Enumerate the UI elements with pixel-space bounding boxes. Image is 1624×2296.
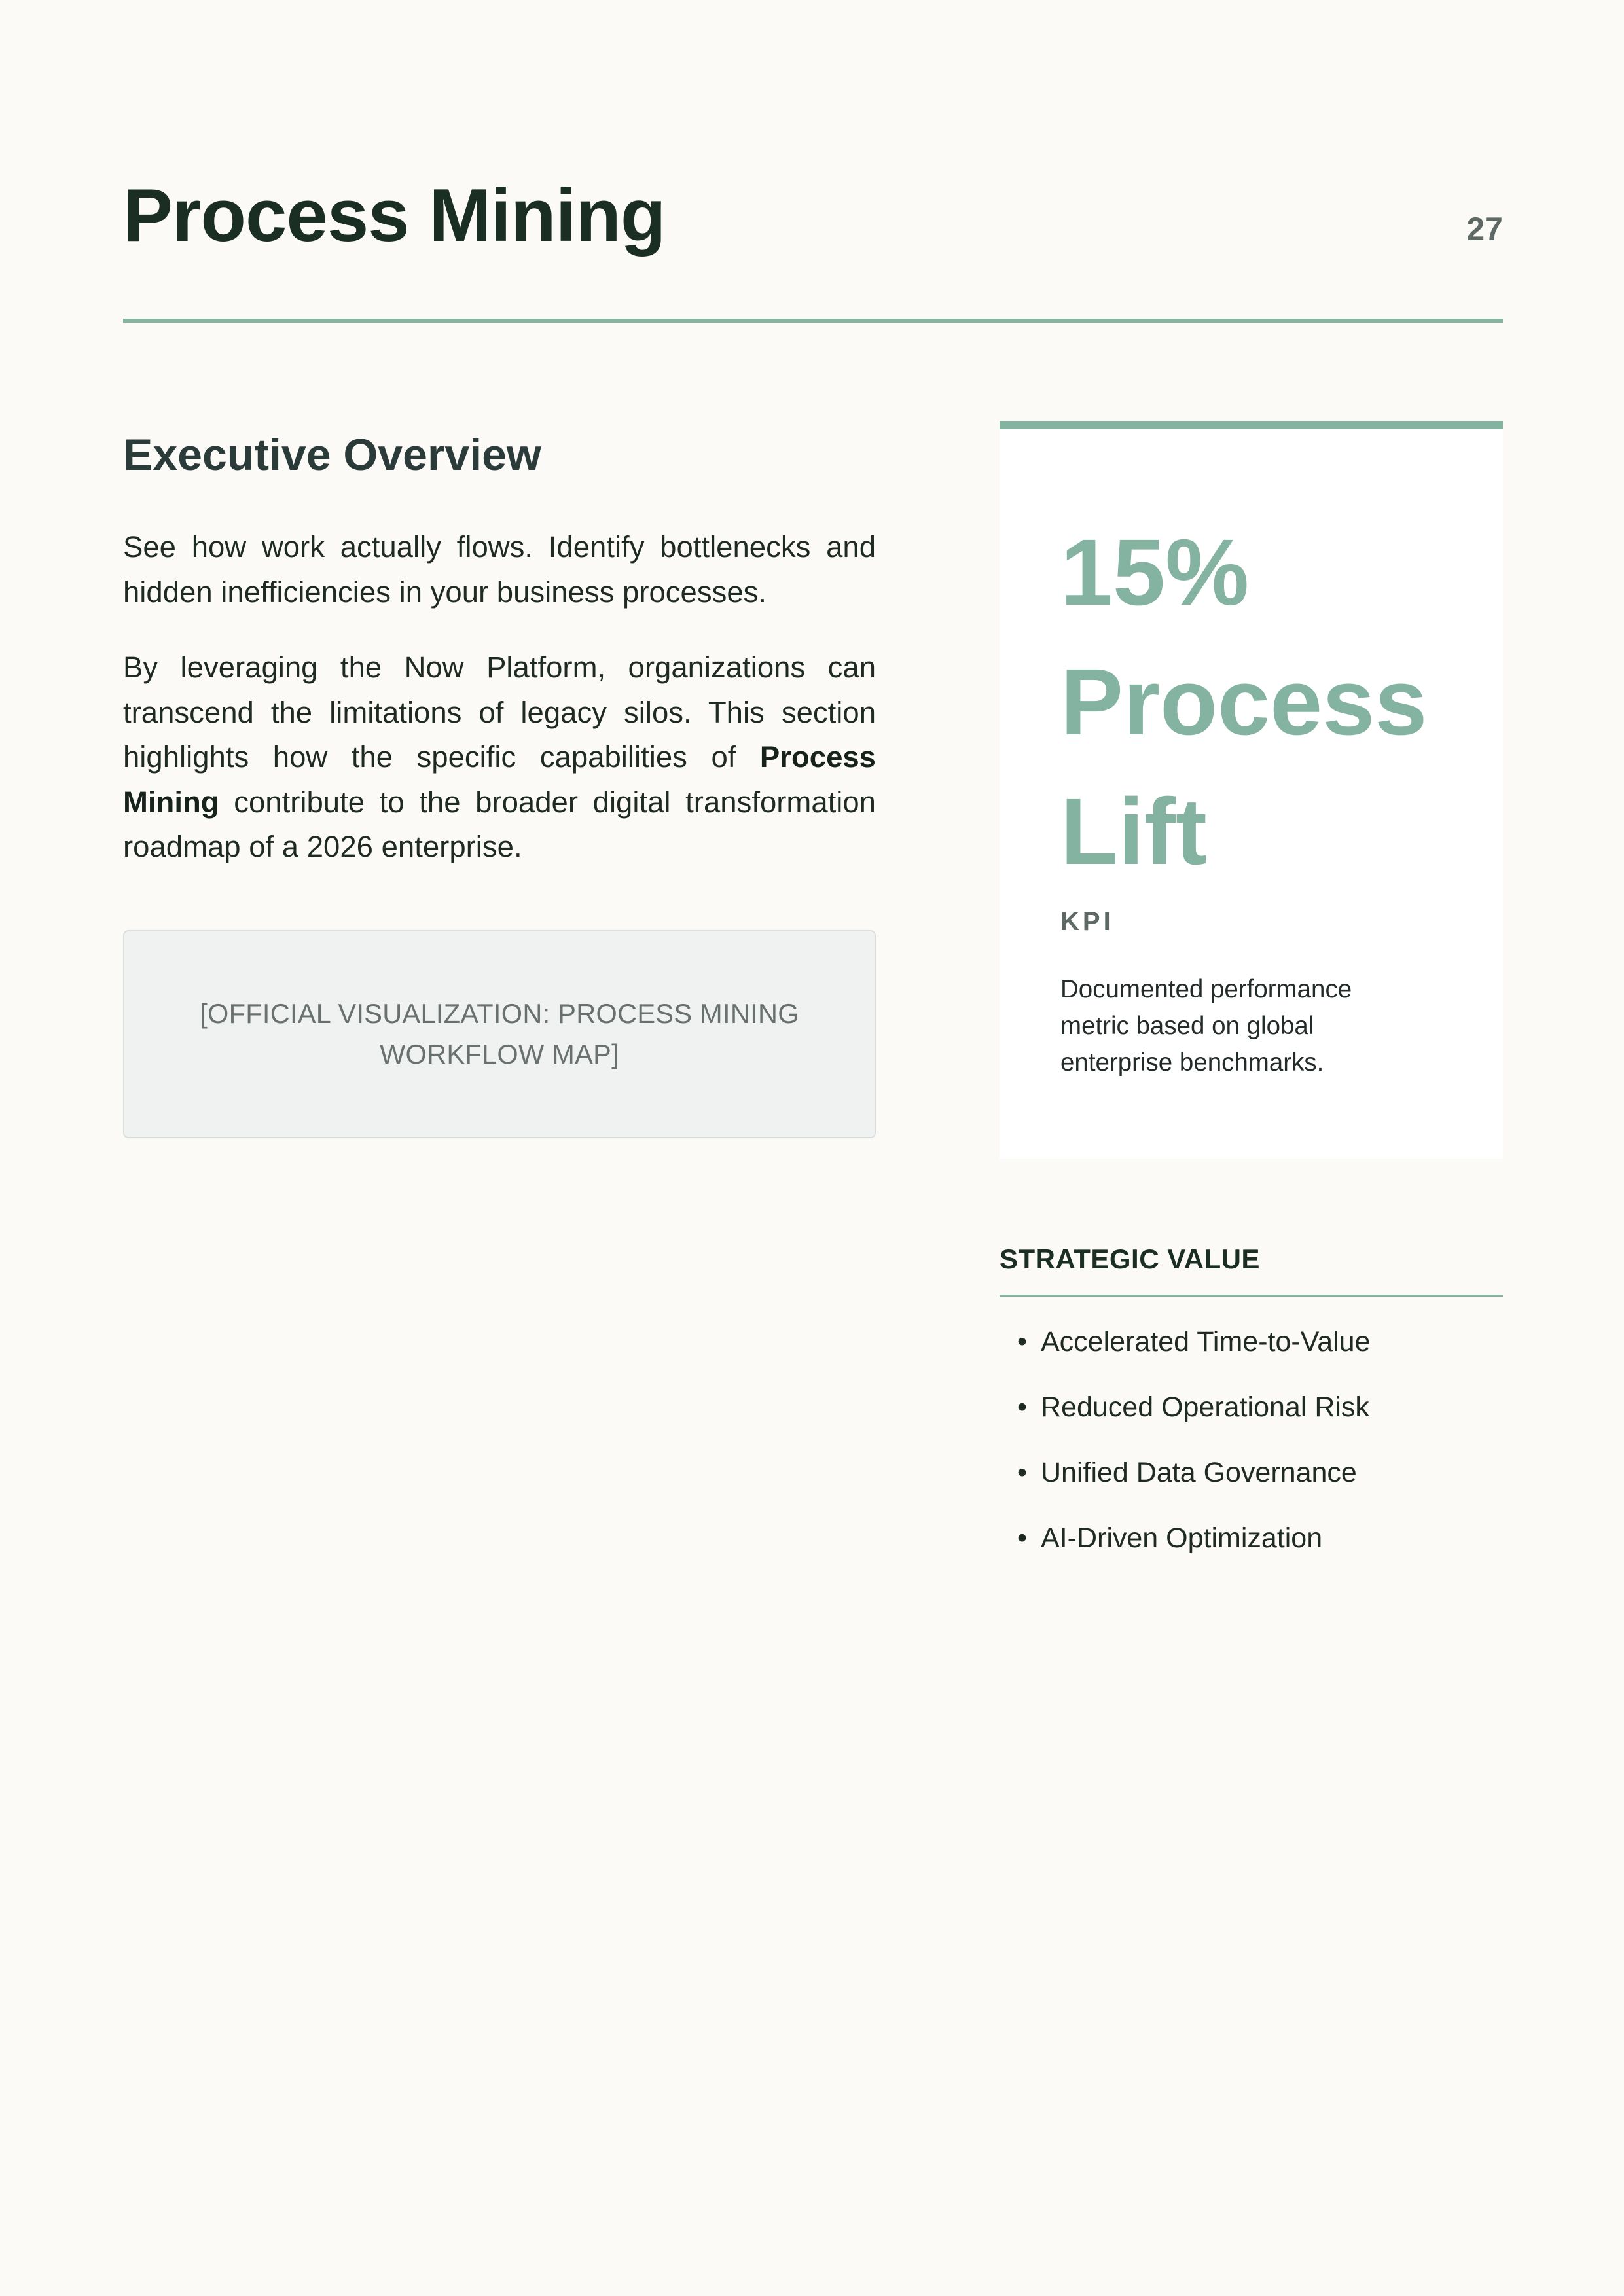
bullet-icon: •: [1017, 1522, 1028, 1554]
visualization-placeholder: [123, 930, 876, 1138]
section-heading: Executive Overview: [123, 430, 541, 480]
kpi-card: [1000, 421, 1503, 1159]
bullet-icon: •: [1017, 1457, 1028, 1488]
list-item-text: AI-Driven Optimization: [1041, 1522, 1323, 1554]
strategic-value-section: [1000, 1244, 1503, 1583]
overview-section: [123, 419, 876, 1138]
list-item: [1000, 1452, 1503, 1493]
kpi-value: 15% Process Lift: [1060, 520, 1428, 884]
strategic-value-heading: STRATEGIC VALUE: [1000, 1244, 1503, 1297]
list-item-text: Reduced Operational Risk: [1041, 1391, 1369, 1423]
bullet-icon: •: [1017, 1391, 1028, 1423]
emphasis-text: Process Mining: [123, 740, 876, 819]
strategic-value-list: [1000, 1321, 1503, 1558]
list-item: [1000, 1518, 1503, 1558]
intro-paragraph: See how work actually flows. Identify bottlenecks and hidden inefficiencies in your business processes.: [123, 530, 876, 609]
visualization-placeholder-text: [OFFICIAL VISUALIZATION: PROCESS MINING WORKFLOW MAP]: [200, 997, 799, 1069]
page-title: Process Mining: [123, 174, 666, 257]
body-text-end: contribute to the broader digital transformation roadmap of a 2026 enterprise.: [123, 785, 876, 863]
list-item: [1000, 1321, 1503, 1362]
page-number: 27: [1466, 211, 1503, 247]
body-text-start: By leveraging the Now Platform, organizations can transcend the limitations of legacy silos. This section highlights how the specific capabilities of: [123, 651, 876, 774]
kpi-label: KPI: [1060, 907, 1114, 936]
list-item: [1000, 1387, 1503, 1427]
list-item-text: Accelerated Time-to-Value: [1041, 1326, 1371, 1357]
body-paragraph: [123, 645, 876, 870]
list-item-text: Unified Data Governance: [1041, 1457, 1357, 1488]
page-header: [123, 167, 1503, 323]
kpi-description: Documented performance metric based on global enterprise benchmarks.: [1060, 975, 1352, 1077]
bullet-icon: •: [1017, 1326, 1028, 1357]
